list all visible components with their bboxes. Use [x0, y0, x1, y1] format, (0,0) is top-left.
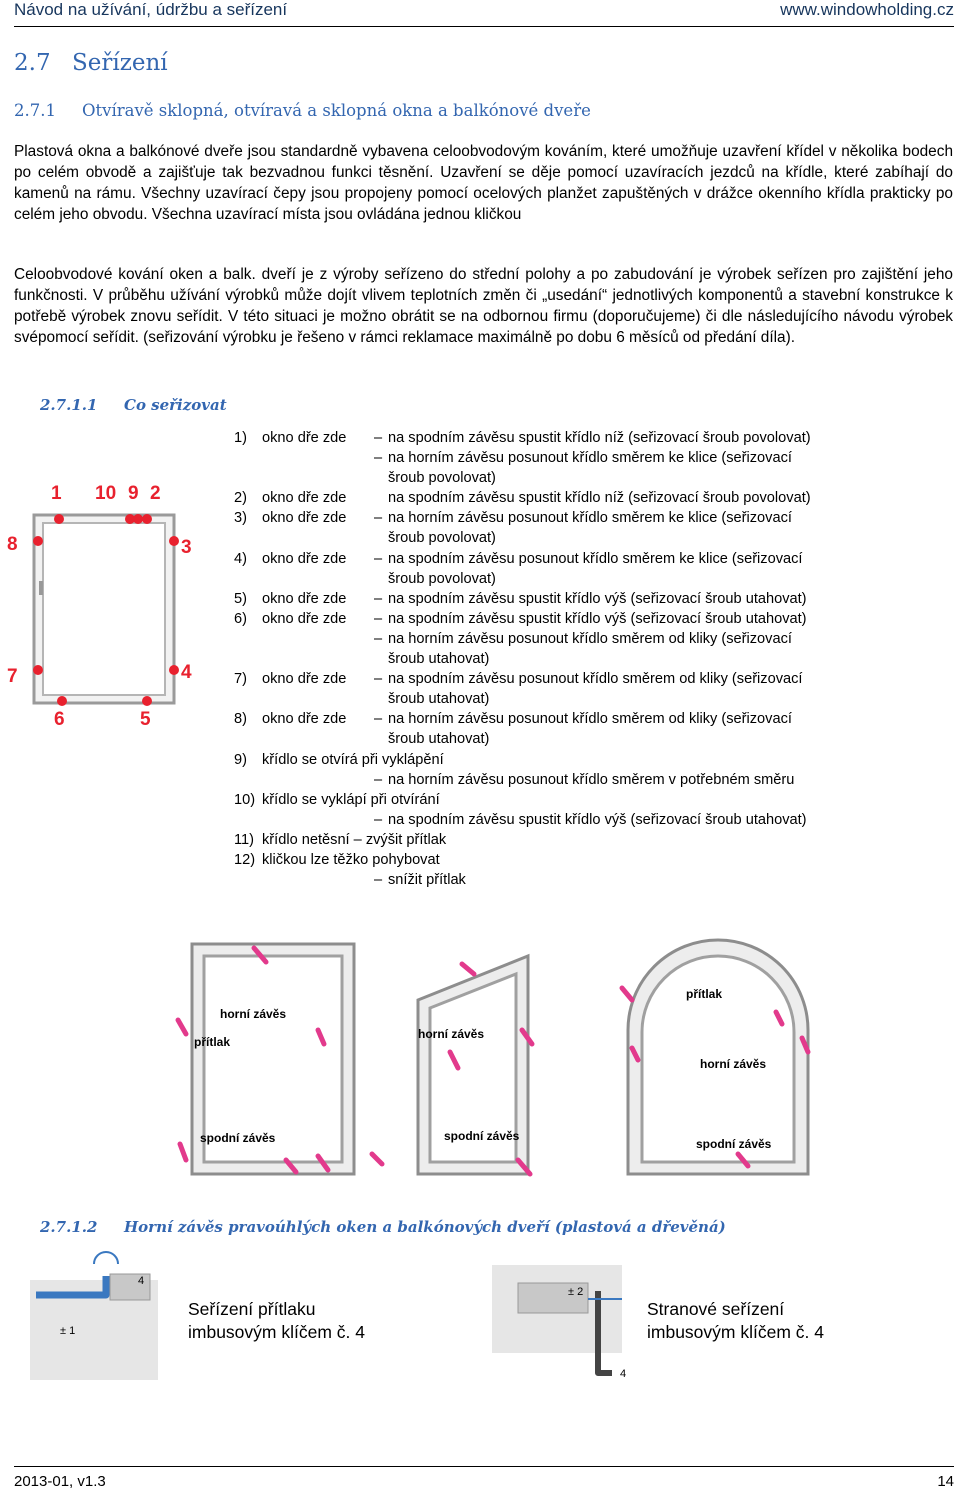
- list-item-action: na horním závěsu posunout křídlo směrem ke klice (seřizovací: [388, 450, 792, 467]
- page-footer: [14, 1466, 954, 1490]
- list-item-action: na horním závěsu posunout křídlo směrem v potřebném směru: [388, 771, 795, 788]
- list-item-action: na spodním závěsu spustit křídlo výš (seřizovací šroub utahovat): [388, 811, 807, 828]
- tolerance-label: ± 1: [60, 1325, 76, 1337]
- key-size-label: 4: [620, 1368, 627, 1380]
- list-item-number: 11): [234, 831, 255, 848]
- list-item-number: 9): [234, 751, 247, 768]
- list-item-number: 7): [234, 671, 247, 688]
- list-item-dash: –: [374, 610, 383, 627]
- footer-version: 2013-01, v1.3: [14, 1473, 106, 1490]
- point-label: 8: [7, 534, 18, 555]
- list-item-dash: –: [374, 590, 383, 607]
- caption-line: Stranové seřízení: [647, 1299, 785, 1319]
- page-number: 14: [937, 1473, 954, 1490]
- rotate-arrow-icon: [94, 1252, 118, 1264]
- handle-icon: [39, 581, 43, 595]
- window-sash: [43, 523, 165, 695]
- list-item-number: 2): [234, 490, 247, 507]
- subsection-heading: [14, 101, 591, 120]
- subheading-title: Horní závěs pravoúhlých oken a balkónových dveří (plastová a dřevěná): [124, 1218, 726, 1236]
- list-item-action: na spodním závěsu spustit křídlo níž (seřizovací šroub povolovat): [388, 430, 811, 446]
- label-pressure: přítlak: [194, 1035, 231, 1049]
- list-item-action: snížit přítlak: [388, 872, 466, 889]
- list-item-action: na spodním závěsu spustit křídlo níž (seřizovací šroub povolovat): [388, 490, 811, 507]
- list-item: [234, 468, 914, 488]
- list-item-dash: –: [374, 872, 383, 889]
- point-label: 10: [95, 483, 117, 504]
- list-item-text: okno dře zde: [262, 550, 347, 567]
- paragraph-intro: Plastová okna a balkónové dveře jsou standardně vybavena celoobvodovým kováním, které umožňuje uzavření křídel v několika bodech po celém obvodě a zajišťuje tak bezvadnou funkci těsnění. Uzavření se děje pomocí uzavíracích jezdců na křídle, které zabíhají do kamenů na rámu. Všechny uzavírací čepy jsou propojeny pomocí ocelových planžet zapuštěných v drážce okenního křídla prakticky po celém jeho obvodu. Všechna uzavírací místa jsou ovládána jednou kličkou: [14, 143, 953, 223]
- list-item-action: šroub povolovat): [388, 470, 496, 487]
- subheading-top-hinge: [40, 1218, 726, 1236]
- list-item-text: křídlo se otvírá při vyklápění: [262, 751, 444, 768]
- point-marker: [54, 514, 64, 524]
- list-item-text: křídlo netěsní – zvýšit přítlak: [262, 831, 447, 848]
- point-marker: [169, 536, 179, 546]
- list-item: [234, 448, 914, 468]
- list-item-number: 12): [234, 851, 256, 868]
- arrow-icon: [372, 1154, 382, 1164]
- list-item-dash: –: [374, 550, 383, 567]
- point-label: 1: [51, 483, 62, 504]
- list-item-action: šroub povolovat): [388, 570, 496, 587]
- point-label: 9: [128, 483, 139, 504]
- label-top-hinge: horní závěs: [700, 1057, 767, 1071]
- arrow-icon: [622, 988, 632, 1000]
- list-item-dash: –: [374, 630, 383, 647]
- section-title: Seřízení: [72, 50, 168, 76]
- label-top-hinge: horní závěs: [418, 1027, 485, 1041]
- list-item-text: okno dře zde: [262, 610, 347, 627]
- point-marker: [33, 665, 43, 675]
- list-item: [234, 729, 914, 749]
- section-number: 2.7: [14, 50, 51, 76]
- arrow-icon: [462, 964, 474, 974]
- list-item: [234, 488, 914, 508]
- list-item-number: 1): [234, 430, 247, 446]
- list-item-dash: –: [374, 510, 383, 527]
- list-item: [234, 810, 914, 830]
- list-item-action: na spodním závěsu spustit křídlo výš (seřizovací šroub utahovat): [388, 590, 807, 607]
- subheading-what-to-adjust: [40, 396, 227, 414]
- list-item-action: na horním závěsu posunout křídlo směrem od kliky (seřizovací: [388, 630, 792, 647]
- subheading-number: 2.7.1.2: [40, 1218, 98, 1236]
- list-item-dash: –: [374, 771, 383, 788]
- list-item-dash: –: [374, 430, 383, 446]
- label-pressure: přítlak: [686, 987, 723, 1001]
- list-item: [234, 549, 914, 569]
- list-item-text: okno dře zde: [262, 430, 347, 446]
- list-item-dash: –: [374, 450, 383, 467]
- point-label: 2: [150, 483, 161, 504]
- list-item: [234, 629, 914, 649]
- list-item-action: na spodním závěsu posunout křídlo směrem ke klice (seřizovací: [388, 550, 803, 567]
- list-item-action: šroub utahovat): [388, 651, 490, 668]
- list-item: [234, 569, 914, 589]
- list-item-number: 3): [234, 510, 247, 527]
- label-bottom-hinge: spodní závěs: [200, 1131, 276, 1145]
- label-bottom-hinge: spodní závěs: [444, 1129, 520, 1143]
- list-item-text: okno dře zde: [262, 711, 347, 728]
- list-item-text: okno dře zde: [262, 510, 347, 527]
- window-types-illustration: [168, 920, 818, 1195]
- side-adjust-illustration: [488, 1255, 638, 1385]
- list-item: [234, 830, 914, 850]
- list-item-action: na horním závěsu posunout křídlo směrem od kliky (seřizovací: [388, 711, 792, 728]
- list-item: [234, 870, 914, 890]
- key-size-label: 4: [138, 1275, 145, 1287]
- list-item-number: 8): [234, 711, 247, 728]
- list-item-text: okno dře zde: [262, 671, 347, 688]
- page-header: [14, 0, 954, 27]
- tolerance-label: ± 2: [568, 1286, 584, 1298]
- header-url: www.windowholding.cz: [780, 0, 954, 19]
- point-marker: [57, 696, 67, 706]
- subsection-number: 2.7.1: [14, 101, 56, 120]
- subsection-title: Otvíravě sklopná, otvíravá a sklopná okna a balkónové dveře: [82, 101, 591, 120]
- point-label: 4: [181, 662, 192, 683]
- point-label: 5: [140, 709, 151, 730]
- list-item: [234, 649, 914, 669]
- subheading-number: 2.7.1.1: [40, 396, 98, 414]
- point-marker: [142, 514, 152, 524]
- list-item-text: křídlo se vyklápí při otvírání: [262, 791, 440, 808]
- label-bottom-hinge: spodní závěs: [696, 1137, 772, 1151]
- list-item-action: na spodním závěsu posunout křídlo směrem od kliky (seřizovací: [388, 671, 803, 688]
- list-item: [234, 850, 914, 870]
- list-item: [234, 770, 914, 790]
- caption-line: Seřízení přítlaku: [188, 1299, 316, 1319]
- list-item: [234, 609, 914, 629]
- paragraph-adjustment: Celoobvodové kování oken a balk. dveří je z výroby seřízeno do střední polohy a po zabudování je výrobek seřízen pro zajištění jeho funkčnosti. V průběhu užívání výrobků může dojít vlivem teplotních změn či „usedání“ jednotlivých komponentů a stavební konstrukce k potřebě výrobek znovu seřídit. V této situaci je možno obrátit se na odbornou firmu (doporučujeme) či dle následujícího návodu výrobek svépomocí seřídit. (seřizování výrobku je řešeno v rámci reklamace maximálně po dobu 6 měsíců od předání díla).: [14, 266, 953, 346]
- list-item-action: šroub povolovat): [388, 530, 496, 547]
- caption-line: imbusovým klíčem č. 4: [647, 1322, 824, 1342]
- list-item-text: okno dře zde: [262, 490, 347, 507]
- window-points-diagram: [0, 475, 210, 735]
- caption-pressure: [188, 1298, 365, 1344]
- list-item-number: 5): [234, 590, 247, 607]
- list-item: [234, 528, 914, 548]
- list-item: [234, 589, 914, 609]
- point-label: 7: [7, 666, 18, 687]
- list-item: [234, 790, 914, 810]
- list-item-action: na horním závěsu posunout křídlo směrem ke klice (seřizovací: [388, 510, 792, 527]
- point-marker: [169, 665, 179, 675]
- caption-line: imbusovým klíčem č. 4: [188, 1322, 365, 1342]
- adjustment-list: [234, 428, 914, 890]
- point-marker: [142, 696, 152, 706]
- section-heading: [14, 50, 168, 76]
- caption-side: [647, 1298, 824, 1344]
- list-item-text: okno dře zde: [262, 590, 347, 607]
- subheading-title: Co seřizovat: [124, 396, 227, 414]
- point-marker: [133, 514, 143, 524]
- list-item-action: na spodním závěsu spustit křídlo výš (seřizovací šroub utahovat): [388, 610, 807, 627]
- list-item: [234, 750, 914, 770]
- list-item-dash: –: [374, 711, 383, 728]
- header-title: Návod na užívání, údržbu a seřízení: [14, 0, 288, 19]
- list-item: [234, 669, 914, 689]
- list-item-number: 10): [234, 791, 256, 808]
- list-item: [234, 428, 914, 448]
- list-item-number: 6): [234, 610, 247, 627]
- point-marker: [33, 536, 43, 546]
- pressure-adjust-illustration: [26, 1250, 181, 1380]
- list-item-dash: –: [374, 671, 383, 688]
- list-item: [234, 689, 914, 709]
- arrow-icon: [178, 1020, 186, 1034]
- list-item: [234, 709, 914, 729]
- arrow-icon: [180, 1144, 186, 1160]
- list-item-action: šroub utahovat): [388, 731, 490, 748]
- list-item-text: kličkou lze těžko pohybovat: [262, 851, 440, 868]
- point-label: 3: [181, 537, 192, 558]
- list-item: [234, 508, 914, 528]
- list-item-dash: –: [374, 811, 383, 828]
- list-item-number: 4): [234, 550, 247, 567]
- list-item-action: šroub utahovat): [388, 691, 490, 708]
- label-top-hinge: horní závěs: [220, 1007, 287, 1021]
- point-label: 6: [54, 709, 65, 730]
